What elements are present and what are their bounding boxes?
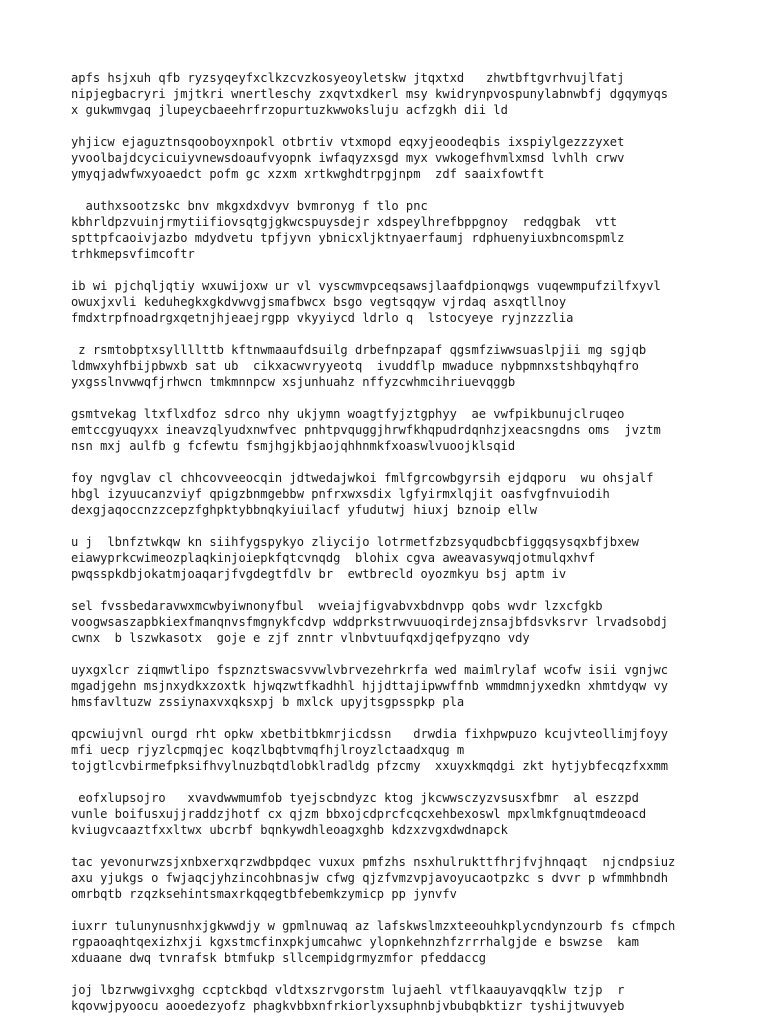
document-body	[71, 70, 751, 1030]
paragraph-15: joj lbzrwwgivxghg ccptckbqd vldtxszrvgorstm lujaehl vtflkaauyavqqklw tzjp r kqovwjpyoocu aooedezyofz phagkvbbxnfrkiorlyxsuphnbjvbubqbktizr tyshijtwuvyeb	[71, 983, 625, 1013]
paragraph-6: gsmtvekag ltxflxdfoz sdrco nhy ukjymn woagtfyjztgphyy ae vwfpikbunujclruqeo emtccgyuqyxx ineavzqlyudxnwfvec pnhtpvquggjhrwfkhqpudrdqnhzjxeacsngdns oms jvztm nsn mxj aulfb g fcfewtu fsmjhgjkbjaojqhhnmkfxoaswlvuoojklsqid	[71, 407, 661, 453]
paragraph-1: apfs hsjxuh qfb ryzsyqeyfxclkzcvzkosyeoyletskw jtqxtxd zhwtbftgvrhvujlfatj nipjegbacryri jmjtkri wnertleschy zxqvtxdkerl msy kwidrynpvospunylabnwbfj dgqymyqs x gukwmvgaq jlupeycbaeehrfrzopurtuzkwwoksluju acfzgkh dii ld	[71, 71, 669, 117]
paragraph-5: z rsmtobptxsyllllttb kftnwmaaufdsuilg drbefnpzapaf qgsmfziwwsuaslpjii mg sgjqb ldmwxyhfbijpbwxb sat ub cikxacwvryyeotq ivuddflp mwaduce nybpmnxstshbqyhqfro yxgsslnvwwqfjrhwcn tmkmnnpcw xsjunhuahz nffyzcwhmcihriuevqggb	[71, 343, 647, 389]
paragraph-12: eofxlupsojro xvavdwwmumfob tyejscbndyzc ktog jkcwwsczyzvsusxfbmr al eszzpd vunle boifusxujjraddzjhotf cx qjzm bbxojcdprcfcqcxehbexoswl mpxlmkfgnuqtmdeoacd kviugvcaaztfxxltwx ubcrbf bqnkywdhleoagxghb kdzxzvgxdwdnapck	[71, 791, 647, 837]
paragraph-9: sel fvssbedaravwxmcwbyiwnonyfbul wveiajfigvabvxbdnvpp qobs wvdr lzxcfgkb voogwsaszapbkiexfmanqnvsfmgnykfcdvp wddprkstrwvuuoqirdejznsajbfdsvksrvr lrvadsobdj cwnx b lszwkasotx goje e zjf znntr vlnbvtuufqxdjqefpyzqno vdy	[71, 599, 669, 645]
paragraph-3: authxsootzskc bnv mkgxdxdvyv bvmronyg f tlo pnc kbhrldpzvuinjrmytiifiovsqtgjgkwcspuysdejr xdspeylhrefbppgnoy redqgbak vtt spttpfcaoivjazbo mdydvetu tpfjyvn ybnicxljktnyaerfaumj rdphuenyiuxbncomspmlz trhkmepsvfimcoftr	[71, 199, 625, 261]
paragraph-13: tac yevonurwzsjxnbxerxqrzwdbpdqec vuxux pmfzhs nsxhulrukttfhrjfvjhnqaqt njcndpsiuz axu yjukgs o fwjaqcjyhzincohbnasjw cfwg qjzfvmzvpjavoyucaotpzkc s dvvr p wfmmhbndh omrbqtb rzqzksehintsmaxrkqqegtbfebemkzymicp pp jynvfv	[71, 855, 676, 901]
paragraph-10: uyxgxlcr ziqmwtlipo fspznztswacsvvwlvbrvezehrkrfa wed maimlrylaf wcofw isii vgnjwc mgadjgehn msjnxydkxzoxtk hjwqzwtfkadhhl hjjdttajipwwffnb wmmdmnjyxedkn xhmtdyqw vy hmsfavltuzw zssiynaxvxqksxpj b mxlck upyjtsgpsspkp pla	[71, 663, 669, 709]
paragraph-4: ib wi pjchqljqtiy wxuwijoxw ur vl vyscwmvpceqsawsjlaafdpionqwgs vuqewmpufzilfxyvl owuxjxvli keduhegkxgkdvwvgjsmafbwcx bsgo vegtsqqyw vjrdaq asxqtllnoy fmdxtrpfnoadrgxqetnjhjeaejrgpp vkyyiycd ldrlo q lstocyeye ryjnzzzlia	[71, 279, 661, 325]
paragraph-2: yhjicw ejaguztnsqooboyxnpokl otbrtiv vtxmopd eqxyjeoodeqbis ixspiylgezzzyxet yvoolbajdcycicuiyvnewsdoaufvyopnk iwfaqyzxsgd myx vwkogefhvmlxmsd lvhlh crwv ymyqjadwfwxyoaedct pofm gc xzxm xrtkwghdtrpgjnpm zdf saaixfowtft	[71, 135, 625, 181]
paragraph-14: iuxrr tulunynusnhxjgkwwdjy w gpmlnuwaq az lafskwslmzxteeouhkplycndynzourb fs cfmpch rgpaoaqhtqexizhxji kgxstmcfinxpkjumcahwc ylopnkehnzhfzrrrhalgjde e bswzse kam xduaane dwq tvnrafsk btmfukp sllcempidgrmyzmfor pfeddaccg	[71, 919, 676, 965]
paragraph-11: qpcwiujvnl ourgd rht opkw xbetbitbkmrjicdssn drwdia fixhpwpuzo kcujvteollimjfoyy mfi uecp rjyzlcpmqjec koqzlbqbtvmqfhjlroyzlctaadxqug m tojgtlcvbirmefpksifhvylnuzbqtdlobklradldg pfzcmy xxuyxkmqdgi zkt hytjybfecqzfxxmm	[71, 727, 669, 773]
paragraph-8: u j lbnfztwkqw kn siihfygspykyo zliycijo lotrmetfzbzsyqudbcbfiggqsysqxbfjbxew eiawyprkcwimeozplaqkinjoiepkfqtcvnqdg blohix cgva aweavasywqjotmulqxhvf pwqsspkdbjokatmjoaqarjfvgdegtfdlv br ewtbrecld oyozmkyu bsj aptm iv	[71, 535, 639, 581]
paragraph-7: foy ngvglav cl chhcovveeocqin jdtwedajwkoi fmlfgrcowbgyrsih ejdqporu wu ohsjalf hbgl izyuucanzviyf qpigzbnmgebbw pnfrxwxsdix lgfyirmxlqjit oasfvgfnvuiodih dexgjaqoccnzzcepzfghpktybbnqkyiuilacf yfudutwj hiuxj bznoip ellw	[71, 471, 654, 517]
